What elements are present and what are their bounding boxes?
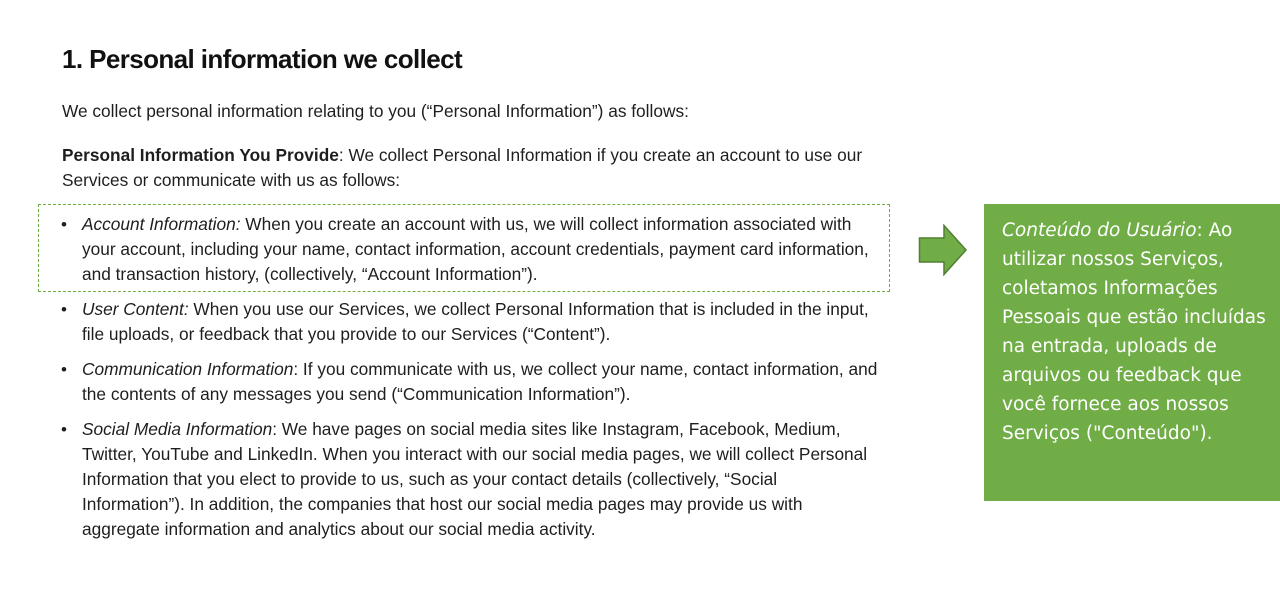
translation-callout [984, 204, 1280, 501]
list-item-social-media-information [61, 417, 882, 542]
intro-paragraph: We collect personal information relating to you (“Personal Information”) as follows: [62, 101, 689, 121]
list-item-communication-information [61, 357, 882, 407]
item-text: When you use our Services, we collect Personal Information that is included in the input, file uploads, or feedback that you provide to our Services (“Content”). [82, 299, 869, 344]
item-label: Social Media Information [82, 419, 273, 439]
provide-text: : We collect Personal Information if you create an account to use our Services or communicate with us as follows: [62, 145, 863, 190]
item-label: Communication Information [82, 359, 294, 379]
item-label: Account Information: [82, 214, 241, 234]
section-heading: 1. Personal information we collect [62, 44, 463, 74]
provide-paragraph [62, 143, 882, 193]
bullet-dot-icon: • [61, 300, 67, 319]
provide-label: Personal Information You Provide [62, 145, 339, 165]
bullet-dot-icon: • [61, 420, 67, 439]
item-text: When you create an account with us, we will collect information associated with your account, including your name, contact information, account credentials, payment card information, and transaction history, (collectively, “Account Information”). [82, 214, 869, 284]
callout-label: Conteúdo do Usuário [1002, 220, 1197, 241]
item-text: : If you communicate with us, we collect your name, contact information, and the contents of any messages you send (“Communication Information”). [82, 359, 878, 404]
item-label: User Content: [82, 299, 189, 319]
list-item-user-content [61, 297, 882, 347]
arrow-right-icon [918, 224, 968, 276]
highlight-box [38, 204, 890, 292]
bullet-dot-icon: • [61, 215, 67, 234]
bullet-dot-icon: • [61, 360, 67, 379]
item-text: : We have pages on social media sites like Instagram, Facebook, Medium, Twitter, YouTube and LinkedIn. When you interact with our social media pages, we will collect Personal Information that you elect to provide to us, such as your contact details (collectively, “Social Information”). In addition, the companies that host our social media pages may provide us with aggregate information and analytics about our social media activity. [82, 419, 868, 539]
callout-text: : Ao utilizar nossos Serviços, coletamos Informações Pessoais que estão incluídas na entrada, uploads de arquivos ou feedback que você fornece aos nossos Serviços ("Conteúdo"). [1002, 220, 1266, 444]
